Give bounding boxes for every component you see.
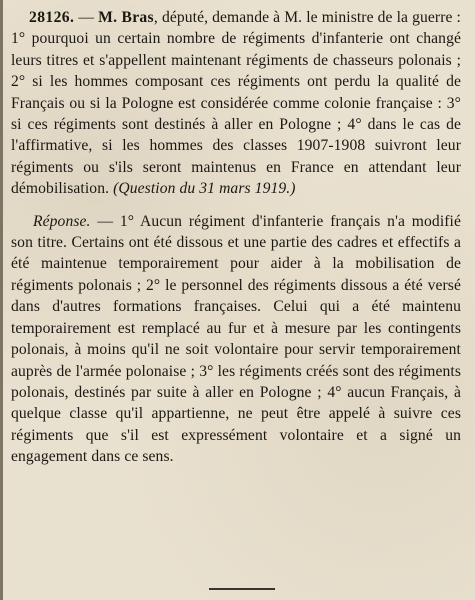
response-body: — 1° Aucun régiment d'infanterie français n'a modifié son titre. Certains ont été dissous et une partie des cadres et effectifs a été maintenue temporairement pour aider à la mobilisation de régiments polonais ; 2° le personnel des régiments dissous a été versé dans d'autres formations françaises. Celui qui a été maintenu temporairement est remplacé au fur et à mesure par les contingents polonais, à moins qu'il ne soit volontaire pour servir temporairement auprès de l'armée polonaise ; 3° les régiments créés sont des régiments polonais, destinés par suite à aller en Pologne ; 4° aucun Français, à quelque classe qu'il appartienne, ne peut être appelé à suivre ces régiments que s'il est expressément volontaire et a signé un engagement dans ce sens. — [11, 212, 461, 466]
question-author: M. Bras — [98, 9, 154, 26]
response-paragraph — [11, 211, 461, 468]
response-label: Réponse. — [33, 212, 91, 230]
question-dash: — — [74, 9, 99, 26]
question-date-note: (Question du 31 mars 1919.) — [113, 180, 296, 198]
separator-rule — [209, 588, 275, 590]
question-paragraph — [11, 7, 461, 200]
question-body: , député, demande à M. le ministre de la guerre : 1° pourquoi un certain nombre de régiments d'infanterie ont changé leurs titres et s'appellent maintenant régiments de chasseurs polonais ; 2° si les hommes composant ces régiments ont perdu la qualité de Français ou si la Pologne est considérée comme colonie française : 3° si ces régiments sont destinés à aller en Pologne ; 4° dans le cas de l'affirmative, si les hommes des classes 1907-1908 suivront leur régiments ou s'ils seront maintenus en France en attendant leur démobilisation. — [11, 9, 461, 198]
question-number: 28126. — [29, 9, 75, 26]
